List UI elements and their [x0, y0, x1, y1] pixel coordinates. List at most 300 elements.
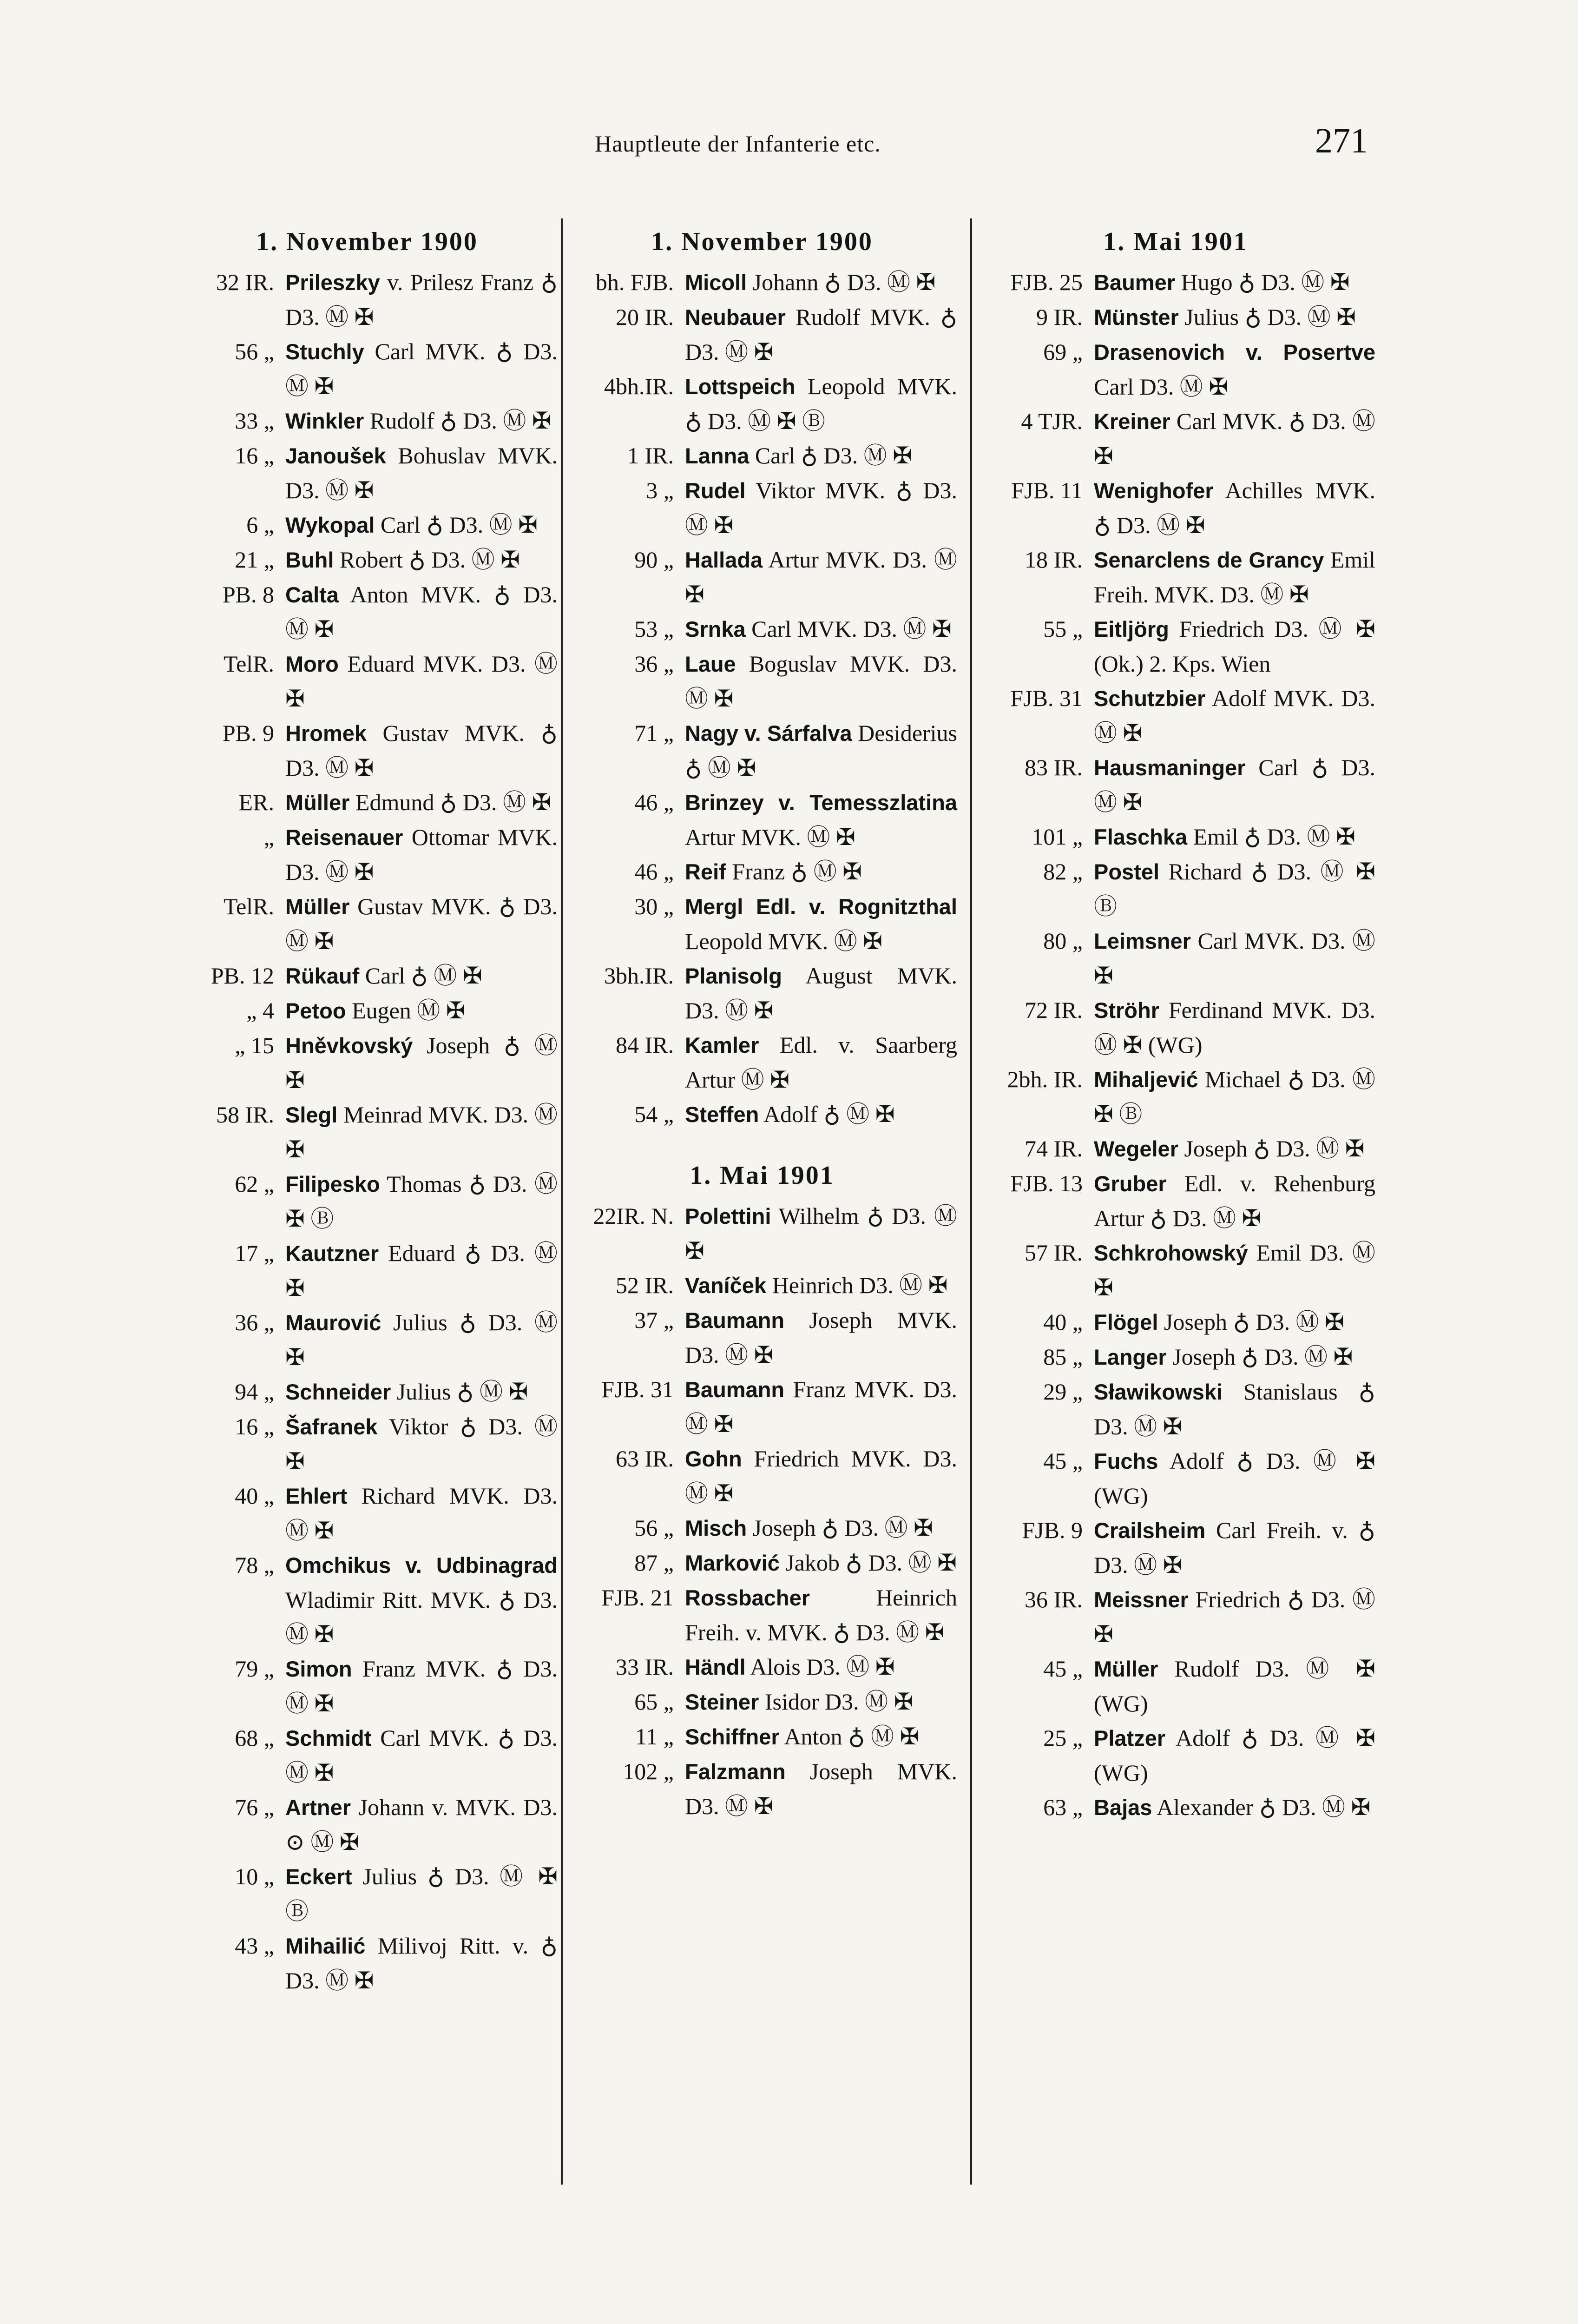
officer-details: Jakob ♁ D3. Ⓜ ✠ [779, 1550, 957, 1576]
roster-entry [177, 334, 558, 403]
unit-number: 65 „ [634, 1689, 674, 1715]
unit-number: „ [263, 824, 274, 850]
officer-details: Adolf MVK. D3. Ⓜ ✠ [1094, 685, 1375, 746]
roster-entry [567, 1545, 957, 1580]
officer-name: Nagy v. Sárfalva [685, 721, 852, 746]
roster-entry [567, 1441, 957, 1511]
officer-name: Vaníček [685, 1273, 767, 1298]
roster-entry [976, 473, 1375, 542]
unit-number: 29 „ [1043, 1379, 1083, 1405]
unit-number: 72 IR. [1025, 997, 1083, 1023]
roster-entry [177, 1409, 558, 1479]
officer-name: Neubauer [685, 305, 786, 330]
roster-entry [976, 1131, 1375, 1166]
entry-text [285, 647, 558, 716]
unit-number: 33 IR. [616, 1654, 674, 1680]
officer-name: Mihaljević [1094, 1067, 1198, 1092]
officer-name: Bajas [1094, 1795, 1152, 1820]
entry-text [685, 300, 957, 369]
officer-name: Langer [1094, 1345, 1167, 1369]
officer-details: Desiderius ♁ Ⓜ ✠ [685, 720, 958, 781]
unit-number: 1 IR. [627, 442, 674, 469]
unit-number: FJB. 31 [601, 1376, 674, 1402]
unit-number: 45 „ [1043, 1448, 1083, 1474]
page-header [0, 121, 1578, 167]
roster-entry [177, 508, 558, 542]
unit-number: 45 „ [1043, 1656, 1083, 1682]
officer-details: Anton MVK. ♁ D3. Ⓜ ✠ [285, 581, 558, 642]
officer-details: Artur MVK. D3. Ⓜ ✠ [685, 547, 957, 607]
entry-text [1094, 1721, 1375, 1790]
unit-number: 90 „ [634, 547, 674, 573]
roster-entry [976, 1305, 1375, 1340]
roster-entry [976, 612, 1375, 681]
officer-name: Janoušek [285, 443, 386, 468]
unit-number: „ 15 [235, 1032, 274, 1058]
officer-name: Lanna [685, 443, 750, 468]
officer-details: Joseph ♁ D3. Ⓜ ✠ [1158, 1309, 1345, 1335]
officer-details: Carl ♁ D3. Ⓜ ✠ [1094, 754, 1375, 815]
unit-number: bh. FJB. [595, 269, 674, 295]
entry-text [685, 438, 957, 473]
unit-number: 79 „ [235, 1656, 274, 1682]
column-divider-1 [561, 218, 563, 2185]
officer-details: Joseph MVK. D3. Ⓜ ✠ [685, 1307, 957, 1368]
unit-number: 71 „ [634, 720, 674, 746]
officer-name: Kamler [685, 1033, 759, 1057]
officer-name: Flaschka [1094, 825, 1188, 849]
roster-entry [567, 647, 957, 716]
entry-text [285, 820, 558, 889]
unit-number: TelR. [224, 651, 274, 677]
entry-text [685, 542, 957, 612]
officer-name: Flögel [1094, 1310, 1158, 1334]
officer-name: Petoo [285, 998, 346, 1023]
officer-name: Senarclens de Grancy [1094, 548, 1324, 572]
unit-number: 63 IR. [616, 1446, 674, 1472]
roster-entry [177, 403, 558, 438]
officer-details: Achilles MVK. ♁ D3. Ⓜ ✠ [1094, 477, 1375, 538]
officer-details: Friedrich MVK. D3. Ⓜ ✠ [685, 1446, 957, 1506]
entry-text [285, 1409, 558, 1479]
roster-entry [976, 1374, 1375, 1444]
officer-details: Heinrich Freih. v. MVK. ♁ D3. Ⓜ ✠ [685, 1585, 957, 1645]
officer-name: Schmidt [285, 1726, 372, 1750]
officer-name: Rossbacher [685, 1585, 810, 1610]
officer-details: Alexander ♁ D3. Ⓜ ✠ [1152, 1794, 1371, 1820]
unit-number: 84 IR. [616, 1032, 674, 1058]
officer-name: Ehlert [285, 1484, 348, 1508]
officer-details: Ferdinand MVK. D3. Ⓜ ✠ (WG) [1094, 997, 1375, 1058]
officer-details: Franz MVK. ♁ D3. Ⓜ ✠ [285, 1656, 558, 1717]
officer-name: Stuchly [285, 339, 364, 364]
roster-entry [567, 1268, 957, 1303]
roster-entry [567, 1719, 957, 1754]
unit-number: 10 „ [235, 1863, 274, 1889]
officer-details: Franz MVK. D3. Ⓜ ✠ [685, 1376, 957, 1437]
roster-entry [177, 785, 558, 820]
officer-details: Joseph ♁ D3. Ⓜ ✠ [1166, 1344, 1353, 1370]
entry-text [1094, 993, 1375, 1062]
unit-number: 43 „ [235, 1933, 274, 1959]
entry-text [285, 577, 558, 647]
officer-name: Müller [285, 894, 350, 919]
roster-entry [567, 542, 957, 612]
unit-number: 85 „ [1043, 1344, 1083, 1370]
officer-name: Gohn [685, 1446, 742, 1471]
unit-number: 30 „ [634, 893, 674, 919]
officer-details: Carl ♁ D3. Ⓜ ✠ [375, 512, 538, 538]
officer-details: Stanislaus ♁ D3. Ⓜ ✠ [1094, 1379, 1375, 1439]
entry-text [685, 1441, 957, 1511]
unit-number: FJB. 13 [1010, 1170, 1083, 1196]
entry-text [685, 1268, 957, 1303]
entry-text [685, 1754, 957, 1823]
roster-entry [177, 577, 558, 647]
officer-details: Edl. v. Saarberg Artur Ⓜ ✠ [685, 1032, 957, 1093]
officer-details: Johann ♁ D3. Ⓜ ✠ [747, 269, 936, 295]
unit-number: 2bh. IR. [1007, 1066, 1083, 1092]
roster-entry [177, 542, 558, 577]
entry-text [285, 716, 558, 785]
officer-details: Joseph ♁ D3. Ⓜ ✠ [747, 1515, 933, 1541]
unit-number: 83 IR. [1025, 754, 1083, 780]
running-title: Hauptleute der Infanterie etc. [595, 131, 881, 157]
entry-text [1094, 1444, 1375, 1513]
section-heading: 1. Mai 1901 [1103, 227, 1248, 256]
entry-text [1094, 681, 1375, 750]
unit-number: 57 IR. [1025, 1240, 1083, 1266]
officer-name: Omchikus v. Udbinagrad [285, 1553, 558, 1578]
entry-text [285, 508, 558, 542]
roster-entry [567, 889, 957, 958]
roster-entry [567, 265, 957, 300]
roster-entry [177, 1790, 558, 1859]
officer-details: Edl. v. Rehenburg Artur ♁ D3. Ⓜ ✠ [1094, 1170, 1375, 1231]
roster-entry [567, 1580, 957, 1650]
officer-name: Reisenauer [285, 825, 403, 850]
officer-name: Prileszky [285, 270, 380, 295]
officer-name: Hněvkovský [285, 1033, 413, 1058]
entry-text [1094, 404, 1375, 473]
roster-entry [567, 1650, 957, 1684]
roster-entry [177, 1548, 558, 1651]
entry-text [685, 1545, 957, 1580]
officer-details: Adolf ♁ D3. Ⓜ ✠ (WG) [1094, 1725, 1375, 1786]
officer-name: Rudel [685, 478, 746, 503]
officer-details: Isidor D3. Ⓜ ✠ [759, 1689, 914, 1715]
unit-number: 82 „ [1043, 858, 1083, 885]
entry-text [285, 1097, 558, 1167]
roster-entry [567, 854, 957, 889]
officer-details: Carl MVK. D3. Ⓜ ✠ [1094, 928, 1375, 989]
roster-entry [177, 1859, 558, 1928]
roster-entry [976, 542, 1375, 612]
officer-details: Gustav MVK. ♁ D3. Ⓜ ✠ [285, 720, 558, 781]
roster-entry [976, 681, 1375, 750]
roster-entry [177, 1651, 558, 1721]
roster-entry [567, 369, 957, 438]
unit-number: 21 „ [235, 547, 274, 573]
officer-name: Wegeler [1094, 1136, 1178, 1161]
entry-text [685, 1199, 957, 1268]
roster-entry [177, 1479, 558, 1548]
officer-name: Mergl Edl. v. Rognitzthal [685, 894, 957, 919]
unit-number: 101 „ [1032, 824, 1083, 850]
page-number: 271 [1315, 121, 1368, 160]
unit-number: 16 „ [235, 442, 274, 469]
unit-number: FJB. 11 [1011, 477, 1083, 503]
unit-number: 11 „ [635, 1723, 674, 1750]
entry-text [285, 1859, 558, 1928]
entry-text [285, 1028, 558, 1097]
roster-entry [976, 1340, 1375, 1374]
officer-details: Johann v. MVK. D3. ⊙ Ⓜ ✠ [285, 1794, 558, 1855]
officer-details: Eugen Ⓜ ✠ [346, 997, 466, 1023]
unit-number: 40 „ [1043, 1309, 1083, 1335]
unit-number: PB. 12 [210, 963, 274, 989]
officer-name: Kreiner [1094, 409, 1170, 434]
officer-name: Reif [685, 859, 726, 884]
entry-text [1094, 1340, 1375, 1374]
officer-name: Schiffner [685, 1724, 780, 1749]
roster-entry [976, 854, 1375, 924]
roster-entry [976, 404, 1375, 473]
unit-number: 18 IR. [1025, 547, 1083, 573]
officer-details: Friedrich D3. Ⓜ ✠ (Ok.) 2. Kps. Wien [1094, 616, 1375, 677]
unit-number: 46 „ [634, 789, 674, 815]
officer-details: Julius ♁ D3. Ⓜ ✠ Ⓑ [285, 1863, 558, 1924]
entry-text [285, 542, 558, 577]
officer-details: Artur MVK. Ⓜ ✠ [685, 824, 855, 850]
entry-text [1094, 335, 1375, 404]
entry-text [285, 958, 558, 993]
unit-number: FJB. 31 [1010, 685, 1083, 711]
unit-number: 63 „ [1043, 1794, 1083, 1820]
officer-details: Rudolf MVK. ♁ D3. Ⓜ ✠ [685, 304, 957, 365]
officer-details: Joseph MVK. D3. Ⓜ ✠ [685, 1758, 957, 1819]
roster-entry [177, 1305, 558, 1374]
unit-number: 55 „ [1043, 616, 1083, 642]
officer-details: Viktor ♁ D3. Ⓜ ✠ [285, 1413, 558, 1474]
column-divider-2 [970, 218, 972, 2185]
officer-name: Postel [1094, 859, 1160, 884]
entry-text [1094, 750, 1375, 819]
entry-text [1094, 924, 1375, 993]
roster-entry [567, 1097, 957, 1132]
officer-details: Franz ♁ Ⓜ ✠ [726, 858, 862, 885]
officer-details: Adolf ♁ Ⓜ ✠ [759, 1101, 895, 1127]
officer-name: Eitljörg [1094, 617, 1169, 641]
entry-text [1094, 1374, 1375, 1444]
entry-text [1094, 265, 1375, 300]
entry-text [1094, 612, 1375, 681]
unit-number: „ 4 [246, 997, 274, 1023]
unit-number: 58 IR. [216, 1102, 274, 1128]
unit-number: 54 „ [634, 1101, 674, 1127]
roster-entry [976, 993, 1375, 1062]
officer-name: Schutzbier [1094, 686, 1206, 711]
officer-name: Polettini [685, 1204, 771, 1228]
entry-text [1094, 1582, 1375, 1651]
officer-details: Ottomar MVK. D3. Ⓜ ✠ [285, 824, 558, 885]
entry-text [685, 854, 957, 889]
roster-entry [177, 1236, 558, 1305]
officer-details: Joseph ♁ Ⓜ ✠ [285, 1032, 558, 1093]
roster-entry [976, 924, 1375, 993]
unit-number: 36 IR. [1025, 1586, 1083, 1612]
officer-details: Robert ♁ D3. Ⓜ ✠ [334, 547, 520, 573]
unit-number: 69 „ [1043, 339, 1083, 365]
officer-details: Emil Freih. MVK. D3. Ⓜ ✠ [1094, 547, 1375, 607]
officer-name: Filipesko [285, 1172, 380, 1196]
officer-name: Müller [285, 790, 350, 815]
column-1 [177, 218, 558, 1998]
officer-name: Simon [285, 1657, 352, 1681]
roster-entry [567, 473, 957, 542]
section-heading: 1. November 1900 [651, 227, 873, 256]
officer-name: Müller [1094, 1657, 1158, 1681]
officer-details: Bohuslav MVK. D3. Ⓜ ✠ [285, 442, 558, 503]
officer-details: Julius ♁ D3. Ⓜ ✠ [285, 1309, 558, 1370]
officer-details: Milivoj Ritt. v. ♁ D3. Ⓜ ✠ [285, 1933, 558, 1994]
officer-name: Mihailić [285, 1934, 366, 1958]
officer-name: Calta [285, 582, 339, 607]
roster-entry [567, 1754, 957, 1823]
roster-entry [567, 1511, 957, 1545]
unit-number: 78 „ [235, 1552, 274, 1578]
entry-text [285, 438, 558, 508]
roster-entry [567, 1684, 957, 1719]
roster-entry [976, 1651, 1375, 1721]
officer-details: August MVK. D3. Ⓜ ✠ [685, 963, 957, 1023]
roster-entry [567, 716, 957, 785]
officer-name: Hausmaninger [1094, 755, 1246, 780]
roster-entry [567, 1372, 957, 1441]
roster-entry [177, 1097, 558, 1167]
roster-entry [177, 265, 558, 334]
entry-text [685, 647, 957, 716]
officer-details: Carl ♁ D3. Ⓜ ✠ [749, 442, 913, 469]
unit-number: 16 „ [235, 1413, 274, 1439]
unit-number: 36 „ [634, 651, 674, 677]
entry-text [1094, 1651, 1375, 1721]
officer-name: Slegl [285, 1103, 338, 1127]
roster-entry [177, 820, 558, 889]
entry-text [685, 1028, 957, 1097]
officer-name: Ströhr [1094, 998, 1159, 1023]
unit-number: 56 „ [235, 338, 274, 364]
unit-number: 53 „ [634, 616, 674, 642]
roster-entry [567, 1199, 957, 1268]
roster-entry [976, 1513, 1375, 1582]
officer-name: Drasenovich v. Posertve [1094, 340, 1375, 364]
officer-name: Leimsner [1094, 929, 1191, 953]
unit-number: FJB. 25 [1010, 269, 1083, 295]
unit-number: 22IR. N. [593, 1203, 674, 1229]
entry-text [685, 716, 957, 785]
officer-details: v. Prilesz Franz ♁ D3. Ⓜ ✠ [285, 269, 558, 330]
officer-name: Kautzner [285, 1241, 379, 1266]
officer-details: Carl MVK. ♁ D3. Ⓜ ✠ [285, 338, 558, 399]
entry-text [685, 473, 957, 542]
entry-text [285, 1236, 558, 1305]
unit-number: 46 „ [634, 858, 674, 885]
roster-entry [976, 819, 1375, 854]
officer-name: Winkler [285, 409, 364, 433]
roster-entry [177, 1928, 558, 1998]
officer-details: Adolf ♁ D3. Ⓜ ✠ (WG) [1094, 1448, 1375, 1509]
unit-number: 40 „ [235, 1483, 274, 1509]
entry-text [285, 889, 558, 958]
officer-details: Carl Freih. v. ♁ D3. Ⓜ ✠ [1094, 1517, 1375, 1578]
officer-name: Micoll [685, 270, 747, 295]
entry-text [1094, 854, 1375, 924]
officer-details: Thomas ♁ D3. Ⓜ ✠ Ⓑ [285, 1171, 558, 1232]
unit-number: 3 „ [646, 477, 674, 503]
unit-number: 32 IR. [216, 269, 274, 295]
officer-details: Richard ♁ D3. Ⓜ ✠ Ⓑ [1094, 858, 1375, 919]
entry-text [1094, 1790, 1375, 1825]
officer-details: Anton ♁ Ⓜ ✠ [779, 1723, 920, 1750]
entry-text [685, 369, 957, 438]
unit-number: 6 „ [246, 512, 274, 538]
unit-number: PB. 9 [222, 720, 274, 746]
officer-name: Šafranek [285, 1414, 378, 1439]
entry-text [685, 1511, 957, 1545]
officer-details: Edmund ♁ D3. Ⓜ ✠ [349, 789, 552, 815]
unit-number: 87 „ [634, 1550, 674, 1576]
officer-name: Planisolg [685, 964, 782, 988]
officer-name: Meissner [1094, 1587, 1189, 1612]
officer-details: Hugo ♁ D3. Ⓜ ✠ [1175, 269, 1350, 295]
officer-details: Leopold MVK. ♁ D3. Ⓜ ✠ Ⓑ [685, 373, 957, 434]
unit-number: 37 „ [634, 1307, 674, 1333]
officer-name: Eckert [285, 1864, 352, 1889]
officer-name: Fuchs [1094, 1449, 1158, 1473]
roster-entry [177, 993, 558, 1028]
officer-name: Marković [685, 1551, 780, 1575]
entry-text [1094, 542, 1375, 612]
officer-name: Baumer [1094, 270, 1176, 295]
officer-details: Michael ♁ D3. Ⓜ ✠ Ⓑ [1094, 1066, 1375, 1127]
roster-entry [567, 300, 957, 369]
entry-text [685, 1684, 957, 1719]
officer-details: Wilhelm ♁ D3. Ⓜ ✠ [685, 1203, 957, 1264]
entry-text [285, 993, 558, 1028]
unit-number: FJB. 21 [601, 1585, 674, 1611]
roster-entry [177, 958, 558, 993]
entry-text [685, 958, 957, 1028]
officer-name: Baumann [685, 1308, 785, 1333]
entry-text [285, 265, 558, 334]
unit-number: 52 IR. [616, 1272, 674, 1298]
unit-number: 74 IR. [1025, 1136, 1083, 1162]
entry-text [1094, 1131, 1375, 1166]
roster-entry [567, 1028, 957, 1097]
entry-text [285, 1374, 558, 1409]
officer-details: Carl MVK. ♁ D3. Ⓜ ✠ [1094, 408, 1375, 469]
unit-number: 36 „ [235, 1309, 274, 1335]
officer-details: Emil ♁ D3. Ⓜ ✠ [1187, 824, 1355, 850]
officer-details: Gustav MVK. ♁ D3. Ⓜ ✠ [285, 893, 558, 954]
section-heading: 1. Mai 1901 [690, 1161, 835, 1190]
unit-number: 56 „ [634, 1515, 674, 1541]
officer-details: Viktor MVK. ♁ D3. Ⓜ ✠ [685, 477, 957, 538]
unit-number: 4bh.IR. [604, 373, 674, 399]
officer-details: Eduard MVK. D3. Ⓜ ✠ [285, 651, 558, 712]
unit-number: 94 „ [235, 1379, 274, 1405]
